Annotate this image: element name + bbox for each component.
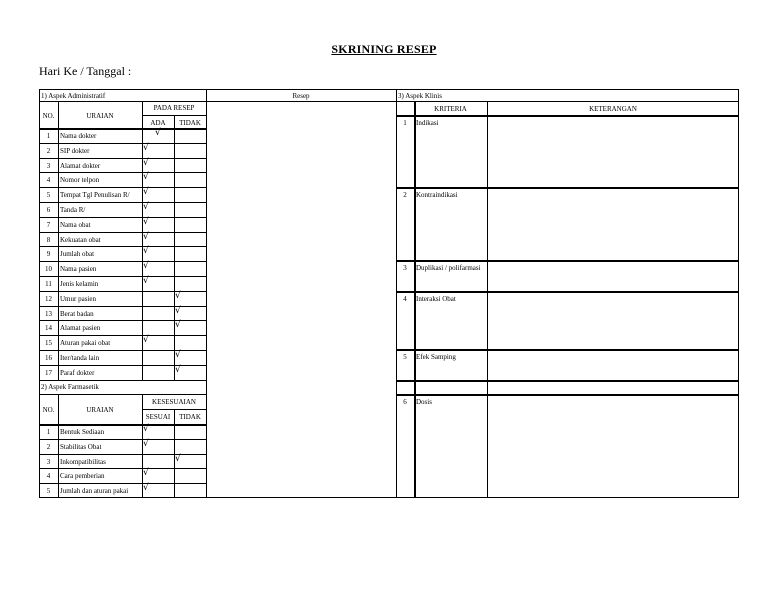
klinis-row-label: Kontraindikasi	[416, 191, 458, 199]
admin-row-no: 2	[46, 147, 51, 155]
check-mark: √	[143, 143, 149, 153]
admin-row-label: Iter/tanda lain	[60, 354, 100, 362]
klinis-col-kriteria-line	[487, 101, 488, 498]
admin-row-label: Nama dokter	[60, 132, 97, 140]
farm-row-line	[39, 439, 206, 440]
farm-col-tidak: TIDAK	[179, 413, 201, 421]
admin-row-label: Berat badan	[60, 310, 94, 318]
check-mark: √	[155, 128, 161, 138]
admin-row-no: 1	[46, 132, 51, 140]
divider-admin-resep	[206, 89, 207, 498]
farmasetik-top-line	[39, 380, 206, 381]
check-mark: √	[143, 261, 149, 271]
farm-subheader-line	[142, 409, 206, 410]
klinis-row-label: Indikasi	[416, 119, 439, 127]
admin-row-line	[39, 335, 206, 336]
check-mark: √	[143, 158, 149, 168]
farm-row-line	[39, 468, 206, 469]
farm-row-label: Inkompatibilitas	[60, 458, 106, 466]
date-label: Hari Ke / Tanggal :	[39, 64, 132, 78]
admin-col-no: NO.	[42, 112, 55, 120]
admin-col-ada-line	[174, 115, 175, 380]
klinis-row-no: 1	[403, 119, 407, 127]
klinis-section-header: 3) Aspek Klinis	[398, 92, 442, 100]
farm-col-sesuai: SESUAI	[145, 413, 171, 421]
admin-row-no: 15	[45, 339, 52, 347]
admin-header-bottom	[39, 128, 206, 130]
check-mark: √	[143, 217, 149, 227]
klinis-row-line	[396, 291, 739, 293]
check-mark: √	[175, 454, 181, 464]
resep-header: Resep	[292, 92, 310, 100]
admin-col-ada: ADA	[150, 119, 166, 127]
admin-row-no: 3	[46, 162, 51, 170]
admin-row-line	[39, 202, 206, 203]
admin-row-label: Aturan pakai obat	[60, 339, 111, 347]
admin-subheader-line	[142, 115, 206, 116]
check-mark: √	[143, 468, 149, 478]
klinis-row-no: 4	[403, 295, 407, 303]
admin-row-line	[39, 172, 206, 173]
admin-row-label: Alamat dokter	[60, 162, 101, 170]
check-mark: √	[175, 365, 181, 375]
admin-row-label: SIP dokter	[60, 147, 90, 155]
admin-row-label: Tanda R/	[60, 206, 86, 214]
klinis-row-no: 5	[403, 353, 407, 361]
check-mark: √	[143, 246, 149, 256]
admin-row-no: 12	[45, 295, 52, 303]
farm-row-label: Bentuk Sediaan	[60, 428, 105, 436]
admin-row-line	[39, 232, 206, 233]
klinis-row-no: 6	[403, 398, 407, 406]
klinis-row-line	[396, 260, 739, 262]
admin-row-no: 13	[45, 310, 52, 318]
admin-row-no: 6	[46, 206, 51, 214]
farm-row-no: 5	[46, 487, 51, 495]
admin-row-label: Alamat pasien	[60, 324, 101, 332]
klinis-row-line	[396, 187, 739, 189]
header-row-line	[39, 101, 739, 102]
check-mark: √	[143, 276, 149, 286]
divider-resep-klinis	[396, 89, 397, 498]
farm-row-no: 2	[46, 443, 51, 451]
admin-row-no: 11	[45, 280, 52, 288]
admin-row-label: Tempat Tgl Penulisan R/	[60, 191, 130, 199]
admin-row-no: 17	[45, 369, 52, 377]
farm-col-group: KESESUAIAN	[152, 398, 196, 406]
klinis-row-line	[396, 349, 739, 351]
farmasetik-header-line	[39, 394, 206, 395]
check-mark: √	[143, 172, 149, 182]
farm-row-no: 3	[46, 458, 51, 466]
admin-row-no: 16	[45, 354, 52, 362]
klinis-row-line	[396, 380, 739, 382]
check-mark: √	[175, 291, 181, 301]
admin-row-label: Kekuatan obat	[60, 236, 101, 244]
admin-row-no: 4	[46, 176, 51, 184]
admin-section-header: 1) Aspek Administratif	[41, 92, 106, 100]
admin-row-line	[39, 217, 206, 218]
admin-row-no: 8	[46, 236, 51, 244]
check-mark: √	[143, 187, 149, 197]
admin-row-line	[39, 187, 206, 188]
klinis-header-bottom	[396, 115, 739, 117]
check-mark: √	[175, 350, 181, 360]
farm-row-line	[39, 483, 206, 484]
farm-row-label: Stabilitas Obat	[60, 443, 102, 451]
farm-row-no: 1	[46, 428, 51, 436]
klinis-row-no: 2	[403, 191, 407, 199]
klinis-row-no: 3	[403, 264, 407, 272]
admin-row-no: 7	[46, 221, 51, 229]
check-mark: √	[143, 483, 149, 493]
admin-row-label: Nomor telpon	[60, 176, 100, 184]
admin-row-no: 5	[46, 191, 51, 199]
admin-row-label: Jenis kelamin	[60, 280, 99, 288]
klinis-row-label: Dosis	[416, 398, 432, 406]
admin-row-line	[39, 261, 206, 262]
check-mark: √	[143, 232, 149, 242]
admin-row-line	[39, 158, 206, 159]
check-mark: √	[143, 424, 149, 434]
farm-col-uraian: URAIAN	[86, 406, 114, 414]
check-mark: √	[143, 202, 149, 212]
admin-row-line	[39, 143, 206, 144]
farm-row-label: Cara pemberian	[60, 472, 105, 480]
admin-col-uraian: URAIAN	[86, 112, 114, 120]
klinis-col-keterangan: KETERANGAN	[589, 105, 637, 113]
check-mark: √	[175, 306, 181, 316]
farm-header-bottom	[39, 424, 206, 426]
admin-row-no: 14	[45, 324, 52, 332]
page-title: SKRINING RESEP	[331, 42, 437, 56]
klinis-col-kriteria: KRITERIA	[434, 105, 467, 113]
klinis-row-label: Interaksi Obat	[416, 295, 456, 303]
admin-row-no: 9	[46, 250, 51, 258]
check-mark: √	[143, 335, 149, 345]
klinis-row-label: Duplikasi / polifarmasi	[416, 264, 481, 272]
admin-row-label: Jumlah obat	[60, 250, 95, 258]
check-mark: √	[143, 439, 149, 449]
farm-row-label: Jumlah dan aturan pakai	[60, 487, 129, 495]
admin-row-line	[39, 246, 206, 247]
klinis-row-label: Efek Samping	[416, 353, 456, 361]
admin-row-label: Nama obat	[60, 221, 91, 229]
farm-row-no: 4	[46, 472, 51, 480]
admin-row-no: 10	[45, 265, 52, 273]
admin-row-label: Paraf dokter	[60, 369, 95, 377]
admin-row-label: Nama pasien	[60, 265, 97, 273]
farmasetik-section-header: 2) Aspek Farmasetik	[41, 383, 99, 391]
check-mark: √	[175, 320, 181, 330]
admin-row-line	[39, 276, 206, 277]
farm-col-no: NO.	[42, 406, 55, 414]
admin-col-tidak: TIDAK	[179, 119, 201, 127]
admin-col-group: PADA RESEP	[153, 104, 195, 112]
klinis-row-line	[396, 394, 739, 396]
admin-row-label: Umur pasien	[60, 295, 96, 303]
